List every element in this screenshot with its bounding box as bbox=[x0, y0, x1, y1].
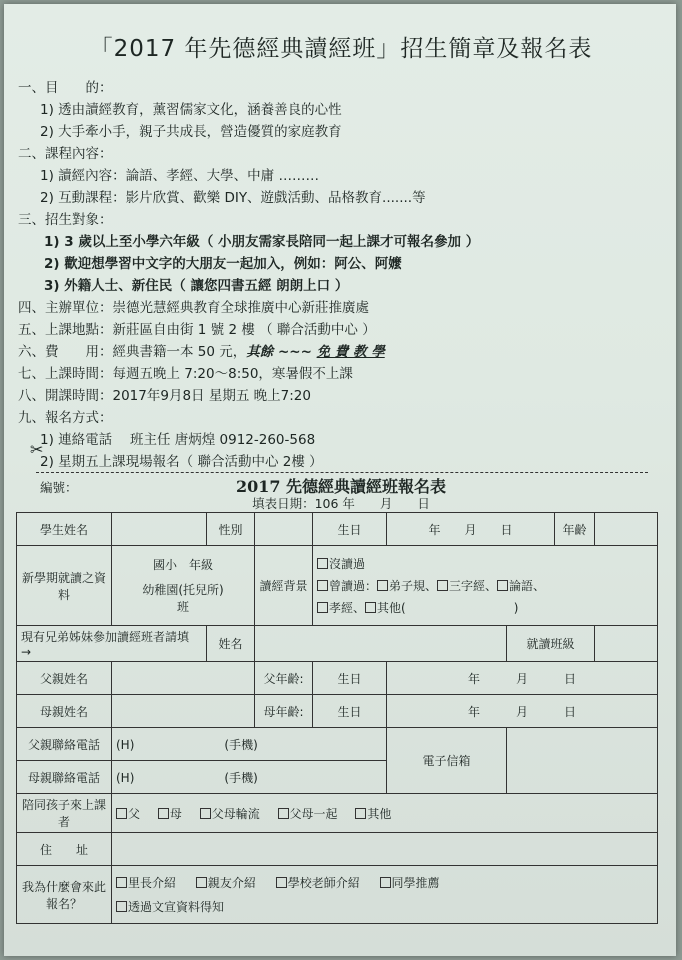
mother-name-field[interactable] bbox=[112, 695, 255, 728]
checkbox-teacher[interactable] bbox=[276, 877, 287, 888]
email-field[interactable] bbox=[507, 728, 658, 794]
student-name-label: 學生姓名 bbox=[17, 513, 112, 546]
address-row bbox=[17, 833, 658, 866]
section-signup-title: 九、報名方式： bbox=[18, 410, 113, 426]
father-name-label: 父親姓名 bbox=[17, 662, 112, 695]
address-label: 住 址 bbox=[17, 833, 112, 866]
course-item: 2) 互動課程：影片欣賞、歡樂 DIY、遊戲活動、品格教育.......等 bbox=[40, 190, 426, 206]
email-label-text: 電子信箱 bbox=[422, 754, 471, 768]
teacher-option: 學校老師介紹 bbox=[287, 875, 360, 890]
section-start: 八、開課時間：2017年9月8日 星期五 晚上7:20 bbox=[18, 388, 311, 404]
father-row bbox=[17, 662, 658, 695]
rotate-option: 父母輪流 bbox=[211, 806, 260, 821]
village-chief-option: 里長介紹 bbox=[128, 875, 177, 890]
checkbox-sanzijing[interactable] bbox=[437, 580, 448, 591]
mother-birthday-label: 生日 bbox=[313, 695, 387, 728]
checkbox-both[interactable] bbox=[278, 808, 289, 819]
school-field[interactable] bbox=[112, 546, 272, 626]
fee-free: 免 費 教 學 bbox=[316, 344, 385, 360]
classmate-option: 同學推薦 bbox=[391, 875, 440, 890]
checkbox-lunyu[interactable] bbox=[497, 580, 508, 591]
course-item: 1) 讀經內容：論語、孝經、大學、中庸 ……… bbox=[40, 168, 319, 184]
cut-line bbox=[36, 472, 648, 473]
checkbox-acc-other[interactable] bbox=[355, 808, 366, 819]
school-row bbox=[17, 546, 658, 626]
form-title: 2017 先德經典讀經班報名表 bbox=[235, 477, 447, 496]
lunyu-label: 論語、 bbox=[509, 578, 546, 593]
scissors-icon: ✂ bbox=[30, 440, 44, 459]
sibling-class-field[interactable] bbox=[595, 626, 658, 662]
birthday-field[interactable]: 年 月 日 bbox=[387, 513, 555, 546]
checkbox-friends[interactable] bbox=[196, 877, 207, 888]
mother-name-label: 母親姓名 bbox=[17, 695, 112, 728]
mother-phone-label: 母親聯絡電話 bbox=[17, 761, 112, 794]
father-phone-row bbox=[17, 728, 658, 761]
sibling-label: 現有兄弟姊妹參加讀經班者請填 → bbox=[17, 626, 207, 662]
father-name-field[interactable] bbox=[112, 662, 255, 695]
student-name-field[interactable] bbox=[112, 513, 207, 546]
target-item: 1) 3 歲以上至小學六年級（ 小朋友需家長陪同一起上課才可報名參加 ） bbox=[44, 234, 480, 250]
checkbox-xiaojing[interactable] bbox=[317, 602, 328, 613]
checkbox-has-experience[interactable] bbox=[317, 580, 328, 591]
age-field[interactable] bbox=[595, 513, 658, 546]
checkbox-flyer[interactable] bbox=[116, 901, 127, 912]
mobile-label: (手機) bbox=[224, 770, 258, 785]
signup-item: 2) 星期五上課現場報名（ 聯合活動中心 2樓 ） bbox=[40, 454, 323, 470]
section-purpose-title: 一、目 的： bbox=[18, 80, 113, 96]
experience-field bbox=[313, 546, 658, 626]
accompany-label: 陪同孩子來上課者 bbox=[17, 794, 112, 833]
checkbox-rotate[interactable] bbox=[200, 808, 211, 819]
gender-field[interactable] bbox=[255, 513, 313, 546]
mother-row bbox=[17, 695, 658, 728]
father-phone-label: 父親聯絡電話 bbox=[17, 728, 112, 761]
father-option: 父 bbox=[128, 806, 141, 821]
checkbox-classmate[interactable] bbox=[380, 877, 391, 888]
gender-label: 性別 bbox=[207, 513, 255, 546]
student-row bbox=[17, 513, 658, 546]
registration-form bbox=[16, 512, 658, 924]
address-field[interactable] bbox=[112, 833, 658, 866]
has-experience-label: 曾讀過： bbox=[329, 578, 378, 593]
purpose-item: 1) 透由讀經教育，薰習儒家文化，涵養善良的心性 bbox=[40, 102, 342, 118]
accompany-row bbox=[17, 794, 658, 833]
acc-other-option: 其他 bbox=[367, 806, 392, 821]
target-item: 2) 歡迎想學習中文字的大朋友一起加入，例如：阿公、阿嬤 bbox=[44, 256, 402, 272]
serial-label: 編號： bbox=[40, 480, 78, 495]
checkbox-mother[interactable] bbox=[158, 808, 169, 819]
fee-emphasis: 其餘 ~~~ bbox=[246, 344, 317, 360]
checkbox-other[interactable] bbox=[365, 602, 376, 613]
father-birthday-field[interactable]: 年 月 日 bbox=[387, 662, 658, 695]
father-phone-field[interactable] bbox=[112, 728, 387, 761]
sibling-name-field[interactable] bbox=[255, 626, 507, 662]
mother-birthday-field[interactable]: 年 月 日 bbox=[387, 695, 658, 728]
checkbox-father[interactable] bbox=[116, 808, 127, 819]
purpose-item: 2) 大手牽小手，親子共成長，營造優質的家庭教育 bbox=[40, 124, 342, 140]
home-phone-label: (H) bbox=[116, 770, 135, 785]
form-date: 填表日期：106 年 月 日 bbox=[252, 496, 430, 511]
section-course-title: 二、課程內容： bbox=[18, 146, 113, 162]
signup-item: 1) 連絡電話 班主任 唐炳煌 0912-260-568 bbox=[40, 432, 316, 448]
checkbox-no-experience[interactable] bbox=[317, 558, 328, 569]
section-time: 七、上課時間：每週五晚上 7:20～8:50，寒暑假不上課 bbox=[18, 366, 353, 382]
father-birthday-label: 生日 bbox=[313, 662, 387, 695]
xiaojing-label: 孝經、 bbox=[329, 600, 366, 615]
grade-text: 國小 年級 bbox=[152, 558, 213, 572]
accompany-options bbox=[112, 794, 658, 833]
father-age-label: 父年齡: bbox=[255, 662, 313, 695]
target-item: 3) 外籍人士、新住民（ 讓您四書五經 朗朗上口 ） bbox=[44, 278, 349, 294]
checkbox-dizigui[interactable] bbox=[377, 580, 388, 591]
other-label: 其他( ) bbox=[377, 600, 519, 615]
sibling-class-label: 就讀班級 bbox=[507, 626, 595, 662]
mother-phone-field[interactable] bbox=[112, 761, 387, 794]
age-label: 年齡 bbox=[555, 513, 595, 546]
fee-text: 六、費 用：經典書籍一本 50 元， bbox=[18, 344, 247, 360]
mobile-label: (手機) bbox=[224, 737, 258, 752]
why-row bbox=[17, 866, 658, 924]
section-location: 五、上課地點：新莊區自由街 1 號 2 樓 （ 聯合活動中心 ） bbox=[18, 322, 376, 338]
flyer-option: 透過文宣資料得知 bbox=[128, 899, 225, 914]
experience-label: 讀經背景 bbox=[255, 546, 313, 626]
why-options bbox=[112, 866, 658, 924]
birthday-label: 生日 bbox=[313, 513, 387, 546]
why-label: 我為什麼會來此報名？ bbox=[17, 866, 112, 924]
page-title: 「2017 年先德經典讀經班」招生簡章及報名表 bbox=[89, 36, 593, 62]
sibling-row bbox=[17, 626, 658, 662]
sibling-name-label: 姓名 bbox=[207, 626, 255, 662]
dizigui-label: 弟子規、 bbox=[389, 578, 438, 593]
home-phone-label: (H) bbox=[116, 737, 135, 752]
checkbox-village-chief[interactable] bbox=[116, 877, 127, 888]
section-organizer: 四、主辦單位：崇德光慧經典教育全球推廣中心新莊推廣處 bbox=[18, 300, 369, 316]
friends-option: 親友介紹 bbox=[207, 875, 256, 890]
mother-option: 母 bbox=[169, 806, 182, 821]
section-target-title: 三、招生對象： bbox=[18, 212, 113, 228]
email-label bbox=[387, 728, 507, 794]
school-label: 新學期就讀之資料 bbox=[17, 546, 112, 626]
mother-age-label: 母年齡: bbox=[255, 695, 313, 728]
kinder-text: 幼稚園(托兒所) 班 bbox=[142, 583, 272, 614]
sanzijing-label: 三字經、 bbox=[449, 578, 498, 593]
both-option: 父母一起 bbox=[289, 806, 338, 821]
no-experience-label: 沒讀過 bbox=[329, 556, 366, 571]
section-fee bbox=[18, 340, 385, 360]
